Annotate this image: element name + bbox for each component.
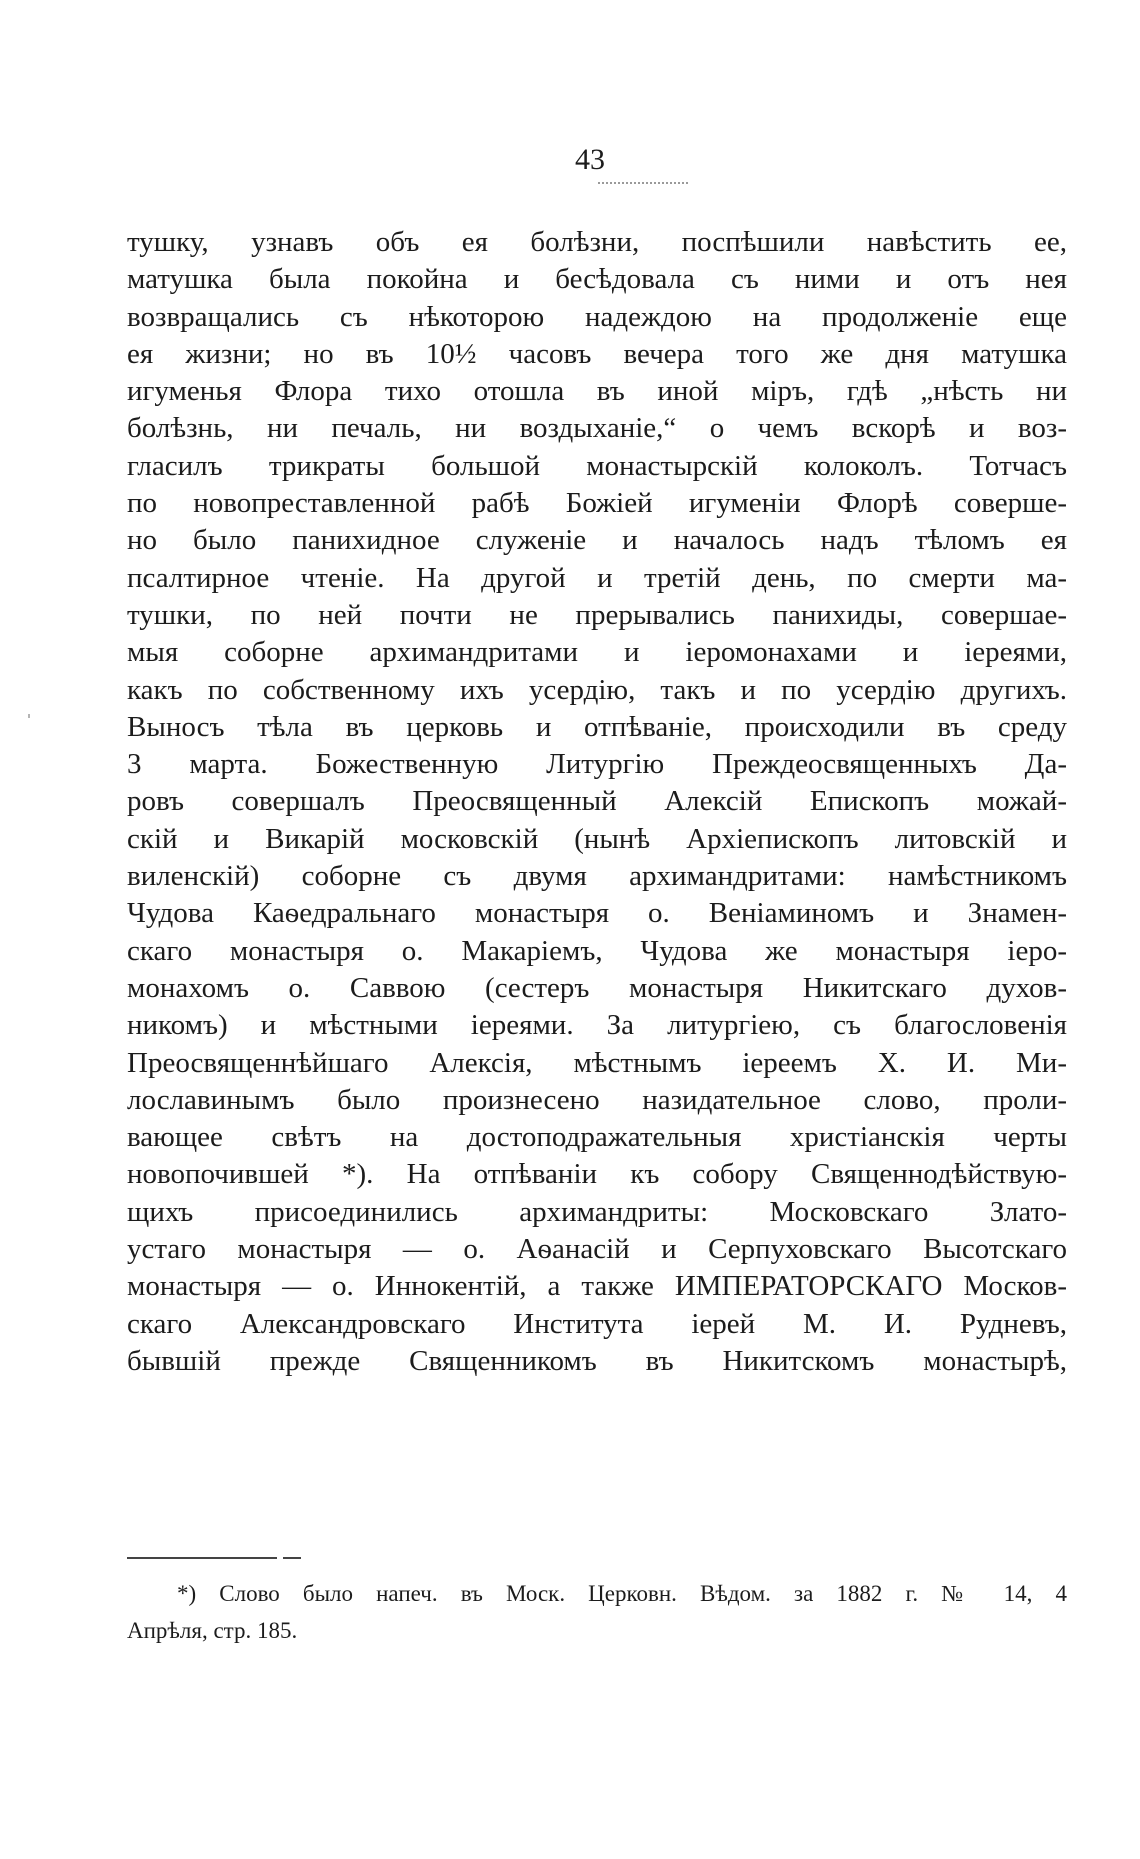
text-line: никомъ) и мѣстными іереями. За литургіею, съ благословенія [127,1009,1067,1042]
text-line: скаго монастыря о. Макаріемъ, Чудова же монастыря іеро- [127,934,1067,967]
text-line: ровъ совершалъ Преосвященный Алексій Епископъ можай- [127,785,1067,818]
text-line: псалтирное чтеніе. На другой и третій день, по смерти ма- [127,561,1067,594]
text-line: гласилъ трикраты большой монастырскій колоколъ. Тотчасъ [127,449,1067,482]
text-line: мыя соборне архимандритами и іеромонахами и іереями, [127,636,1067,669]
text-line: матушка была покойна и бесѣдовала съ ними и отъ нея [127,263,1067,296]
text-line: тушки, по ней почти не прерывались панихиды, совершае- [127,598,1067,631]
footnote [127,1575,1067,1649]
text-line: монахомъ о. Саввою (сестеръ монастыря Никитскаго духов- [127,971,1067,1004]
text-line: игуменья Флора тихо отошла въ иной міръ, гдѣ „нѣсть ни [127,375,1067,408]
text-line: Преосвященнѣйшаго Алексія, мѣстнымъ іереемъ Х. И. Ми- [127,1046,1067,1079]
text-line: Выносъ тѣла въ церковь и отпѣваніе, происходили въ среду [127,710,1067,743]
footnote-line: Апрѣля, стр. 185. [127,1618,298,1643]
footnote-line: *) Слово было напеч. въ Моск. Церковн. Вѣдом. за 1882 г. № 14, 4 [177,1581,1067,1606]
text-line: скій и Викарій московскій (нынѣ Архіепископъ литовскій и [127,822,1067,855]
text-line: виленскій) соборне съ двумя архимандритами: намѣстникомъ [127,860,1067,893]
text-line: бывшій прежде Священникомъ въ Никитскомъ монастырѣ, [127,1344,1067,1377]
page-number: 43 [575,143,605,176]
text-line: устаго монастыря — о. Аѳанасій и Серпуховскаго Высотскаго [127,1233,1067,1266]
footnote-separator-tail [283,1557,301,1559]
text-line: по новопреставленной рабѣ Божіей игуменіи Флорѣ соверше- [127,487,1067,520]
text-line: возвращались съ нѣкоторою надеждою на продолженіе еще [127,300,1067,333]
text-line: какъ по собственному ихъ усердію, такъ и по усердію другихъ. [127,673,1067,706]
text-line: ея жизни; но въ 10½ часовъ вечера того же дня матушка [127,337,1067,370]
text-line: лославинымъ было произнесено назидательное слово, проли- [127,1083,1067,1116]
text-line: вающее свѣтъ на достоподражательныя христіанскія черты [127,1121,1067,1154]
text-line: болѣзнь, ни печаль, ни воздыханіе,“ о чемъ вскорѣ и воз- [127,412,1067,445]
text-line: Чудова Каѳедральнаго монастыря о. Веніаминомъ и Знамен- [127,897,1067,930]
text-line: тушку, узнавъ объ ея болѣзни, поспѣшили навѣстить ее, [127,226,1067,258]
body-text [127,224,1067,1380]
text-line: щихъ присоединились архимандриты: Московскаго Злато- [127,1195,1067,1228]
text-line: но было панихидное служеніе и началось надъ тѣломъ ея [127,524,1067,557]
footnote-separator [127,1557,277,1559]
text-line: монастыря — о. Иннокентій, а также ИМПЕРАТОРСКАГО Москов- [127,1270,1067,1303]
margin-speck [28,714,30,718]
text-line: 3 марта. Божественную Литургію Преждеосвященныхъ Да- [127,748,1067,781]
page-number-underline [598,182,688,184]
text-line: новопочившей *). На отпѣваніи къ собору Священнодѣйствую- [127,1158,1067,1191]
text-line: скаго Александровскаго Института іерей М. И. Рудневъ, [127,1307,1067,1340]
